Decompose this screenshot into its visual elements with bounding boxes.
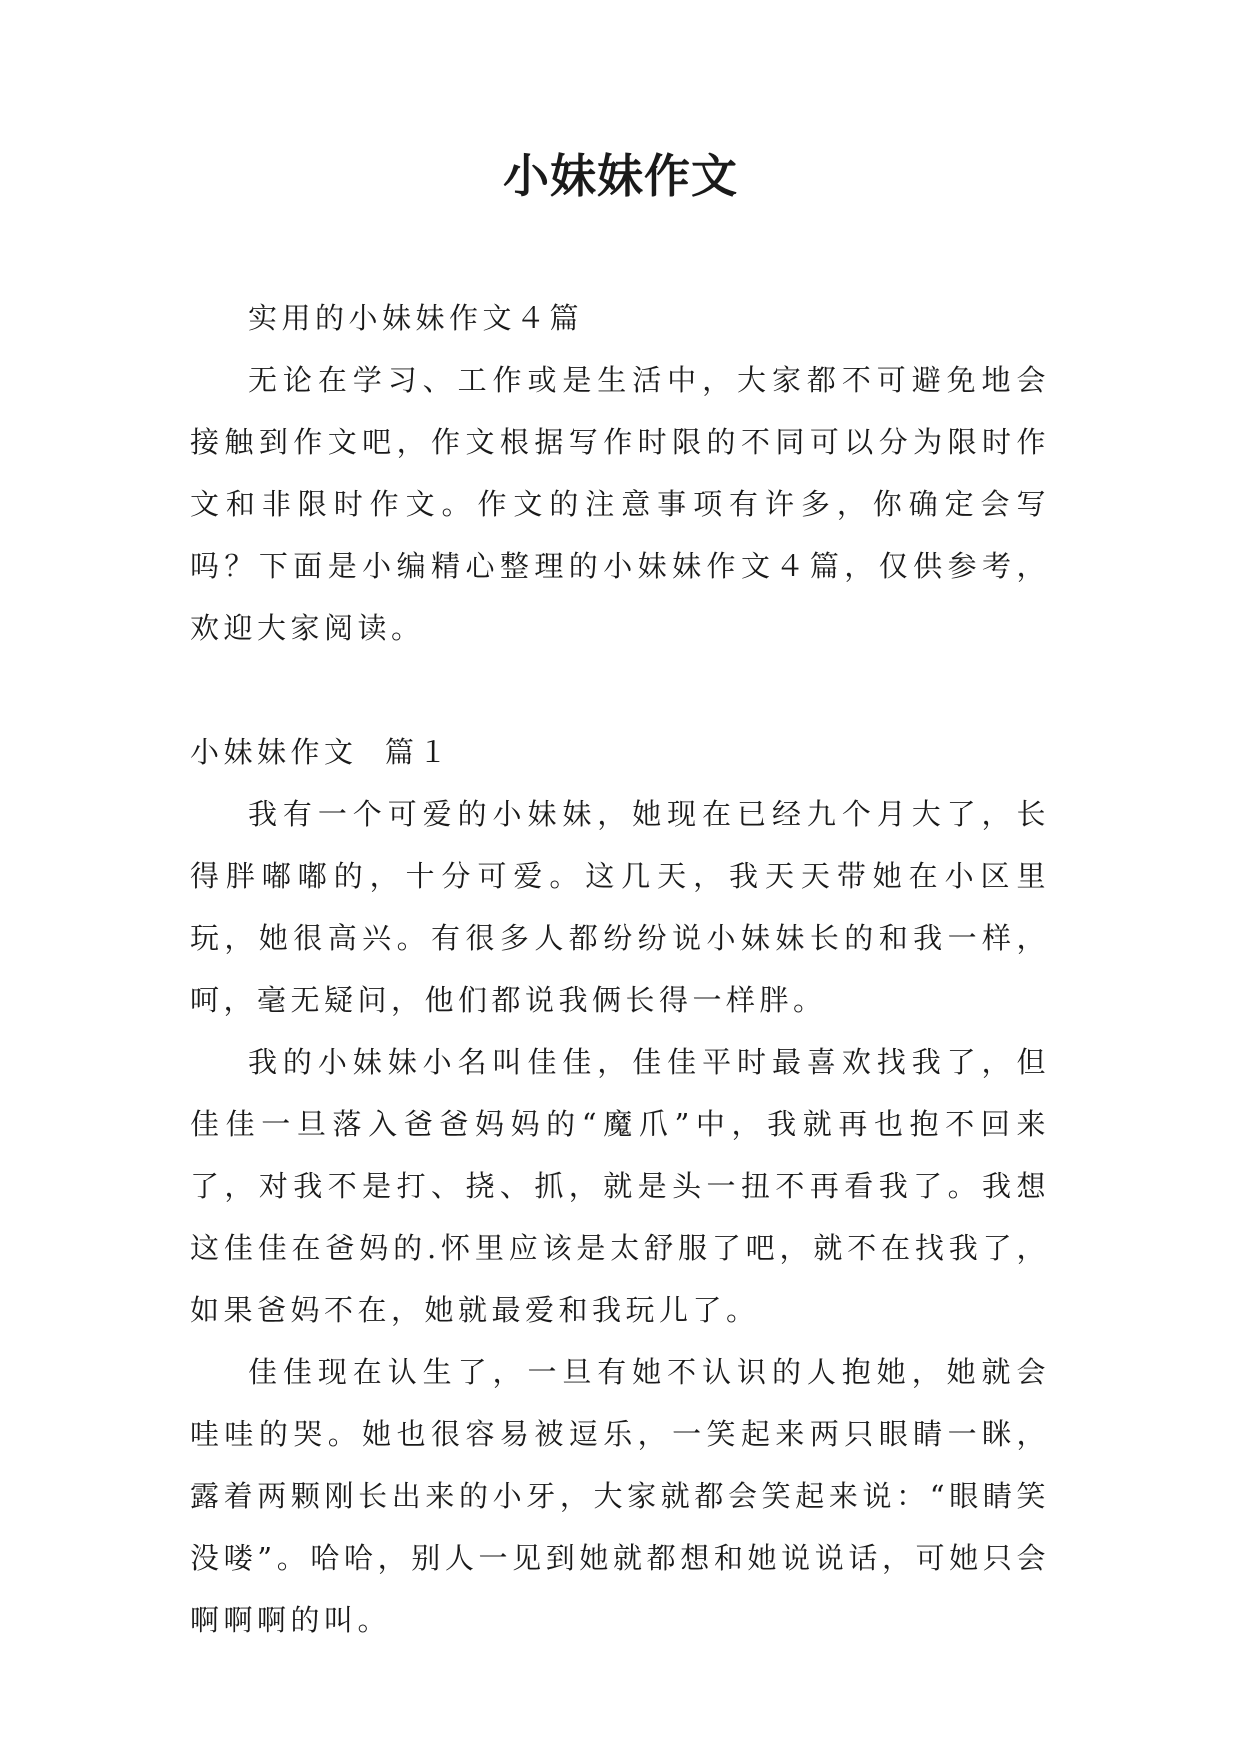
section-paragraph: 我有一个可爱的小妹妹，她现在已经九个月大了，长得胖嘟嘟的，十分可爱。这几天，我天天带她在小区里玩，她很高兴。有很多人都纷纷说小妹妹长的和我一样，呵，毫无疑问，他们都说我俩长得一样胖。 — [190, 797, 1050, 1017]
document-title: 小妹妹作文 — [503, 149, 738, 203]
section-paragraph: 我的小妹妹小名叫佳佳，佳佳平时最喜欢找我了，但佳佳一旦落入爸爸妈妈的“魔爪”中，我就再也抱不回来了，对我不是打、挠、抓，就是头一扭不再看我了。我想这佳佳在爸妈的.怀里应该是太舒服了吧，就不在找我了，如果爸妈不在，她就最爱和我玩儿了。 — [190, 1045, 1050, 1327]
document-body — [190, 287, 1050, 1651]
section-paragraph: 佳佳现在认生了，一旦有她不认识的人抱她，她就会哇哇的哭。她也很容易被逗乐，一笑起来两只眼睛一眯，露着两颗刚长出来的小牙，大家就都会笑起来说：“眼睛笑没喽”。哈哈，别人一见到她就都想和她说说话，可她只会啊啊啊的叫。 — [190, 1355, 1050, 1637]
subtitle-line: 实用的小妹妹作文４篇 — [248, 301, 584, 335]
intro-paragraph: 无论在学习、工作或是生活中，大家都不可避免地会接触到作文吧，作文根据写作时限的不同可以分为限时作文和非限时作文。作文的注意事项有许多，你确定会写吗？下面是小编精心整理的小妹妹作文４篇，仅供参考，欢迎大家阅读。 — [190, 363, 1050, 645]
section-heading: 小妹妹作文 篇１ — [190, 735, 452, 769]
